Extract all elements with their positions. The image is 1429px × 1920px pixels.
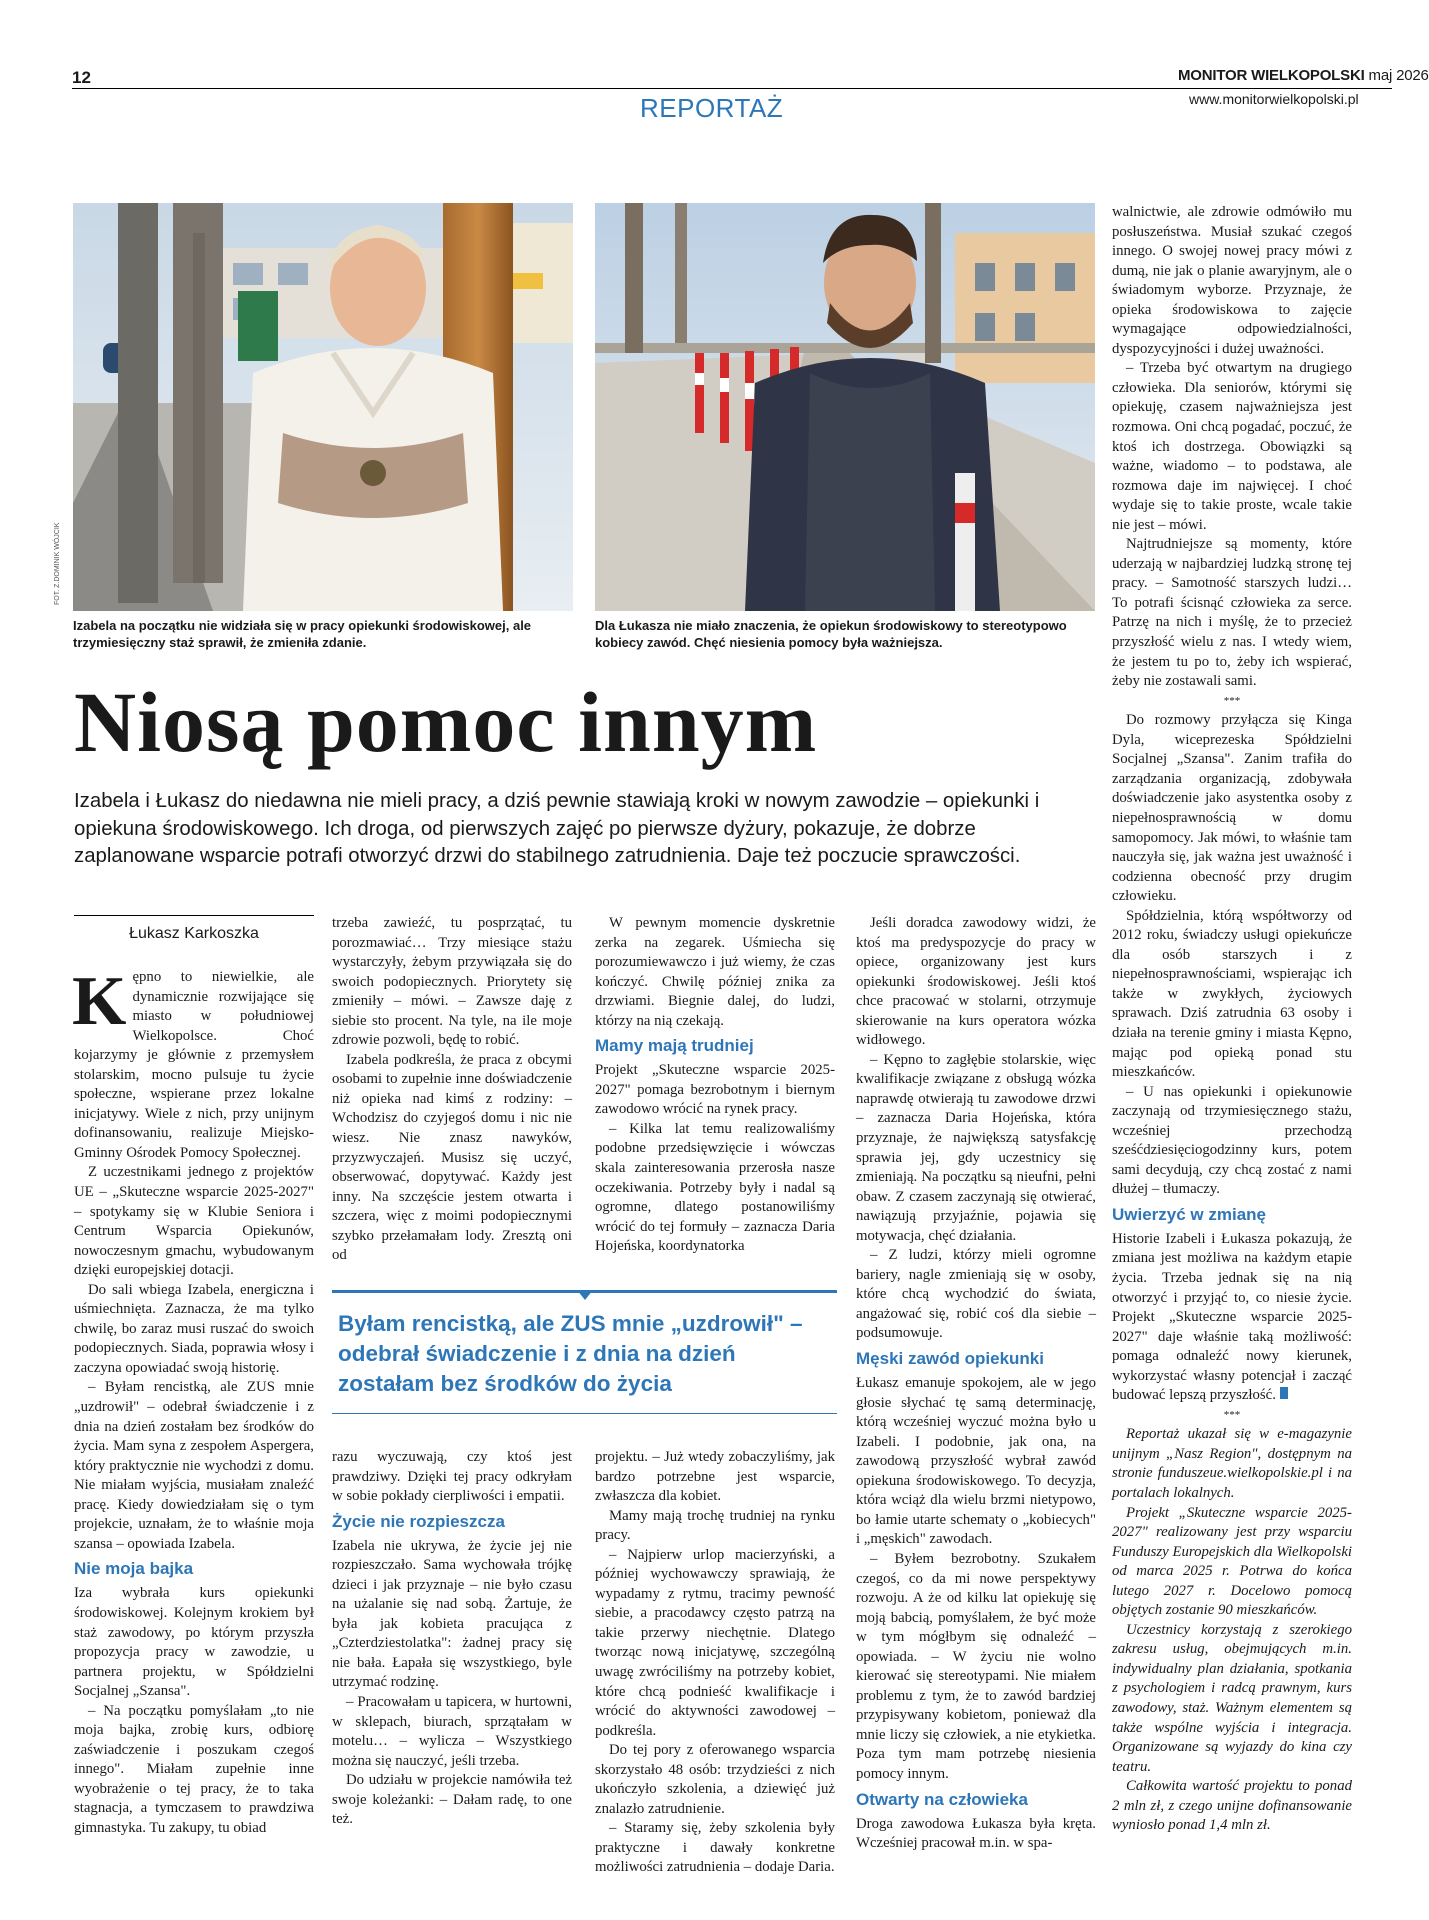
column-2-bottom <box>332 1448 572 1830</box>
paragraph: Łukasz emanuje spokojem, ale w jego głosie słychać tę samą determinację, którą wcześniej wyczuć można było u Izabeli. I podobnie, jak ona, na zawodową przyszłość wybrał zawód opiekuna środowiskowego. To decyzja, która wciąż dla wielu brzmi nietypowo, bo łamie utarte schematy o „kobiecych" i „męskich" zawodach. <box>856 1375 1096 1548</box>
photo-izabela <box>73 203 573 611</box>
paragraph: Izabela podkreśla, że praca z obcymi osobami to zupełnie inne doświadczenie niż opieka nad kimś z rodziny: – Wchodzisz do czyjegoś domu i nic nie wiesz. Nie znasz nawyków, przyzwyczajeń. Musisz się uczyć, obserwować, dopytywać. Każdy jest inny. Na szczęście jestem otwarta i szczera, więc z moimi podopiecznymi szybko przełamałam lody. Zresztą oni od <box>332 1051 572 1264</box>
paragraph: Droga zawodowa Łukasza była kręta. Wcześniej pracował m.in. w spa- <box>856 1815 1096 1852</box>
header-rule <box>72 88 1392 89</box>
paragraph: Najtrudniejsze są momenty, które uderzają w najbardziej ludzką stronę tej pracy. – Samotność starszych ludzi… To potrafi ścisnąć człowieka za serce. Patrzę na nich i myślę, że to przecież przyszłość wielu z nas. I wtedy wiem, że jestem tu po to, żeby ich wspierać, żeby nie zostawali sami. <box>1112 536 1352 690</box>
drop-cap: K <box>72 963 127 1040</box>
info-paragraph: Reportaż ukazał się w e-magazynie unijnym „Nasz Region", dostępnym na stronie funduszeue.wielkopolskie.pl i na portalach lokalnych. <box>1112 1426 1352 1501</box>
paragraph: – U nas opiekunki i opiekunowie zaczynają od trzymiesięcznego stażu, wcześniej przechodzą sześćdziesięciogodzinny kurs, potem sami decydują, czy chcą zostać z nami dłużej – tłumaczy. <box>1112 1083 1352 1198</box>
headline: Niosą pomoc innym <box>74 674 818 770</box>
paragraph: Jeśli doradca zawodowy widzi, że ktoś ma predyspozycje do pracy w opiece, organizowany jest kurs opiekunki środowiskowej. Jeśli ktoś chce pracować w stolarni, otrzymuje skierowanie na kurs operatora wózka widłowego. <box>856 915 1096 1049</box>
paragraph: projektu. – Już wtedy zobaczyliśmy, jak bardzo potrzebne jest wsparcie, zwłaszcza dla kobiet. <box>595 1449 835 1505</box>
column-3-bottom <box>595 1448 835 1878</box>
paragraph: – Kępno to zagłębie stolarskie, więc kwalifikacje związane z obsługą wózka naprawdę otwierają tu zawodowe drzwi – zaznacza Daria Hojeńska, która przyznaje, że największą satysfakcję sprawia jej, gdy uczestnicy się zmieniają. Na początku są nieufni, pełni obaw. Z czasem zaczynają się otwierać, nawiązują przyjaźnie, pojawia się motywacja, chęć działania. <box>856 1051 1096 1244</box>
masthead-title: MONITOR WIELKOPOLSKI <box>1178 67 1365 84</box>
caption-right: Dla Łukasza nie miało znaczenia, że opiekun środowiskowy to stereotypowo kobiecy zawód. Chęć niesienia pomocy była ważniejsza. <box>595 618 1067 650</box>
column-5 <box>1112 203 1352 1836</box>
info-paragraph: Uczestnicy korzystają z szerokiego zakresu usług, obejmujących m.in. indywidualny plan działania, spotkania z psychologiem i radcą prawnym, kurs zawodowy, staż. Ważnym elementem są także wspólne wyjścia i integracja. Organizowane są wyjazdy do kina czy teatru. <box>1112 1621 1352 1775</box>
page-number: 12 <box>72 68 91 87</box>
paragraph: trzeba zawieźć, tu posprzątać, tu porozmawiać… Trzy miesiące stażu wystarczyły, żebym przywiązała się do swoich podopiecznych. Priorytety się zmieniły – mówi. – Zawsze daję z siebie sto procent. Na tyle, na ile moje zdrowie pozwoli, będę to robić. <box>332 915 572 1049</box>
paragraph: Spółdzielnia, którą współtworzy od 2012 roku, świadczy usługi opiekuńcze dla osób starszych i z niepełnosprawnościami, wspierając ich także w zwykłych, życiowych sprawach. Dziś zatrudnia 63 osoby i działa na terenie gminy i miasta Kępno, mając pod opieką ponad stu mieszkańców. <box>1112 907 1352 1081</box>
paragraph: – Staramy się, żeby szkolenia były praktyczne i dawały konkretne możliwości zatrudnienia – dodaje Daria. <box>595 1820 835 1876</box>
paragraph: – Na początku pomyślałam „to nie moja bajka, zrobię kurs, odbiorę zaświadczenie i poszukam czegoś innego". Miałam zupełnie inne wyobrażenie o tej pracy, że to taka stagnacja, a tymczasem to prawdziwa gimnastyka. Tu zakupy, tu obiad <box>74 1702 314 1836</box>
paragraph: Z uczestnikami jednego z projektów UE – „Skuteczne wsparcie 2025-2027" – spotykamy się w Klubie Seniora i Centrum Wsparcia Opiekunów, nowoczesnym gmachu, wybudowanym dzięki europejskiej dotacji. <box>74 1164 314 1279</box>
paragraph: Do sali wbiega Izabela, energiczna i uśmiechnięta. Zaznacza, że ma tylko chwilę, bo zaraz musi ruszać do swoich podopiecznych. Siada, poprawia włosy i zaczyna opowiadać swoją historię. <box>74 1281 314 1376</box>
paragraph: razu wyczuwają, czy ktoś jest prawdziwy. Dzięki tej pracy odkryłam w sobie pokłady cierpliwości i empatii. <box>332 1449 572 1505</box>
column-2-top <box>332 914 572 1266</box>
pull-quote-marker <box>577 1290 593 1300</box>
paragraph: W pewnym momencie dyskretnie zerka na zegarek. Uśmiecha się porozumiewawczo i już wiemy, że czas kończyć. Chwilę później znika za drzwiami. Biegnie dalej, do ludzi, którzy na nią czekają. <box>595 915 835 1029</box>
separator-stars: *** <box>1223 694 1241 707</box>
column-4 <box>856 914 1096 1854</box>
paragraph-text: Historie Izabeli i Łukasza pokazują, że zmiana jest możliwa na każdym etapie życia. Trzeba jednak się na nią otworzyć i przyjąć to, co niesie życie. Projekt „Skuteczne wsparcie 2025-2027" daje właśnie taką możliwość: pomaga odnaleźć nowy kierunek, wykorzystać własny potencjał i zacząć budować lepszą przyszłość. <box>1112 1230 1352 1404</box>
subheading: Mamy mają trudniej <box>595 1036 754 1056</box>
info-paragraph: Całkowita wartość projektu to ponad 2 mln zł, z czego unijne dofinansowanie wyniosło ponad 1,4 mln zł. <box>1112 1778 1352 1834</box>
paragraph: Do udziału w projekcie namówiła też swoje koleżanki: – Dałam radę, to one też. <box>332 1772 572 1828</box>
separator-stars: *** <box>1223 1408 1241 1421</box>
masthead-date: maj 2026 <box>1364 67 1429 84</box>
paragraph: Projekt „Skuteczne wsparcie 2025-2027" pomaga bezrobotnym i biernym zawodowo wrócić na rynek pracy. <box>595 1062 835 1118</box>
paragraph: Do tej pory z oferowanego wsparcia skorzystało 48 osób: trzydzieści z nich ukończyło szkolenia, a dziewięć już znalazło zatrudnienie. <box>595 1742 835 1817</box>
subheading: Otwarty na człowieka <box>856 1789 1028 1809</box>
pull-quote-text: Byłam rencistką, ale ZUS mnie „uzdrowił" – odebrał świadczenie i z dnia na dzień zostałam bez środków do życia <box>338 1311 803 1396</box>
end-mark-icon <box>1280 1387 1288 1399</box>
paragraph: ępno to niewielkie, ale dynamicznie rozwijające się miasto w południowej Wielkopolsce. Choć kojarzymy je głównie z przemysłem stolarskim, mocno pulsuje tu życie społeczne, wspierane przez lokalne inicjatywy. Wiele z nich, przy unijnym dofinansowaniu, realizuje Miejsko-Gminny Ośrodek Pomocy Społecznej. <box>74 969 314 1161</box>
subheading: Nie moja bajka <box>74 1559 194 1579</box>
paragraph: Mamy mają trochę trudniej na rynku pracy. <box>595 1507 835 1544</box>
caption-left: Izabela na początku nie widziała się w pracy opiekunki środowiskowej, ale trzymiesięczny staż sprawił, że zmieniła zdanie. <box>73 618 532 650</box>
lead-paragraph: Izabela i Łukasz do niedawna nie mieli pracy, a dziś pewnie stawiają kroki w nowym zawodzie – opiekunki i opiekuna środowiskowego. Ich droga, od pierwszych zajęć po pierwsze dyżury, pokazuje, że dobrze zaplanowane wsparcie potrafi otworzyć drzwi do stabilnego zatrudnienia. Daje też poczucie sprawczości. <box>74 790 1040 867</box>
subheading: Męski zawód opiekunki <box>856 1349 1044 1369</box>
masthead <box>1178 67 1429 84</box>
paragraph: Do rozmowy przyłącza się Kinga Dyla, wiceprezeska Spółdzielni Socjalnej „Szansa". Zanim trafiła do zarządzania organizacją, zdobywała doświadczenie jako asystentka osoby z niepełnosprawnością w domu samopomocy. Jak mówi, to właśnie tam nauczyła się, jak ważna jest uważność i codzienna obecność przy drugim człowieku. <box>1112 712 1352 905</box>
masthead-url[interactable]: www.monitorwielkopolski.pl <box>1189 91 1359 107</box>
photo-credit: FOT. Z.DOMINIK WÓJCIK <box>54 522 61 605</box>
pull-quote <box>332 1290 837 1414</box>
subheading: Życie nie rozpieszcza <box>332 1511 505 1531</box>
paragraph: walnictwie, ale zdrowie odmówiło mu posłuszeństwa. Musiał szukać czegoś innego. O swojej nowej pracy mówi z dumą, nie jak o planie awaryjnym, ale o świadomym wyborze. Przyznaje, że opieka środowiskowa to zajęcie wymagające odpowiedzialności, dyspozycyjności i dużej uważności. <box>1112 204 1352 357</box>
column-3-top <box>595 914 835 1257</box>
paragraph: Izabela nie ukrywa, że życie jej nie rozpieszczało. Sama wychowała trójkę dzieci i jak przyznaje – nie było czasu na użalanie się nad sobą. Żartuje, że była jak kobieta pracująca z „Czterdziestolatka": żadnej pracy się nie bała. Łapała się wszystkiego, byle utrzymać rodzinę. <box>332 1537 572 1691</box>
paragraph: – Byłam rencistką, ale ZUS mnie „uzdrowił" – odebrał świadczenie i z dnia na dzień zostałam bez środków do życia. Mam syna z zespołem Aspergera, który praktycznie nie wychodzi z domu. Nie miałam wyjścia, musiałam znaleźć pracę. Kiedy dowiedziałam się o tym projekcie, uznałam, że to właśnie moja szansa – opowiada Izabela. <box>74 1379 314 1552</box>
byline: Łukasz Karkoszka <box>74 915 314 943</box>
paragraph: – Pracowałam u tapicera, w hurtowni, w sklepach, biurach, sprzątałam w motelu… – wylicza – Wszystkiego można się nauczyć, jeśli trzeba. <box>332 1694 572 1769</box>
paragraph: – Byłem bezrobotny. Szukałem czegoś, co da mi nowe perspektywy rozwoju. A że od kilku lat opiekuję się moją babcią, pomyślałem, że być może w tym mógłbym się odnaleźć – opowiada. – W życiu nie wolno kierować się stereotypami. Nie miałem problemu z tym, że to zawód bardziej przypisywany kobietom, ponieważ dla mnie liczy się człowiek, a nie etykietka. Poza tym mam potrzebę niesienia pomocy innym. <box>856 1550 1096 1782</box>
paragraph <box>1112 1230 1352 1406</box>
photo-lukasz <box>595 203 1095 611</box>
subheading: Uwierzyć w zmianę <box>1112 1204 1267 1224</box>
paragraph: – Z ludzi, którzy mieli ogromne bariery, nagle zmieniają się w osoby, które chcą wychodzić do świata, angażować się, robić coś dla siebie – podsumowuje. <box>856 1247 1096 1342</box>
section-label: REPORTAŻ <box>640 93 784 123</box>
column-1 <box>72 963 314 1839</box>
paragraph: Iza wybrała kurs opiekunki środowiskowej. Kolejnym krokiem był staż zawodowy, po którym przyszła propozycja pracy w zawodzie, u partnera projektu, w Spółdzielni Socjalnej „Szansa". <box>74 1585 314 1700</box>
paragraph: – Trzeba być otwartym na drugiego człowieka. Dla seniorów, którymi się opiekuję, czasem najważniejsza jest rozmowa. Oni chcą pogadać, poczuć, że ktoś ich dostrzega. Obowiązki są ważne, wiadomo – to podstawa, ale rozmowa daje im najwięcej. I choć wydaje się to takie proste, wcale takie nie jest – mówi. <box>1112 360 1352 533</box>
paragraph: – Kilka lat temu realizowaliśmy podobne przedsięwzięcie i wówczas skala zainteresowania przerosła nasze oczekiwania. Potrzeby były i nadal są ogromne, dlatego postanowiliśmy wrócić do tej formuły – zaznacza Daria Hojeńska, koordynatorka <box>595 1120 835 1255</box>
info-paragraph: Projekt „Skuteczne wsparcie 2025-2027" realizowany jest przy wsparciu Funduszy Europejskich dla Wielkopolski od marca 2025 r. Potrwa do końca lutego 2027 r. Docelowo pomocą objętych zostanie 90 mieszkańców. <box>1112 1504 1352 1619</box>
paragraph: – Najpierw urlop macierzyński, a później wychowawczy sprawiają, że wypadamy z rytmu, tracimy pewność siebie, a pracodawcy często patrzą na takie przerwy niechętnie. Dlatego tworząc nową inicjatywę, szczególną uwagę zwróciliśmy na potrzeby kobiet, które chcą podnieść kwalifikacje i wrócić do aktywności zawodowej – podkreśla. <box>595 1546 835 1739</box>
